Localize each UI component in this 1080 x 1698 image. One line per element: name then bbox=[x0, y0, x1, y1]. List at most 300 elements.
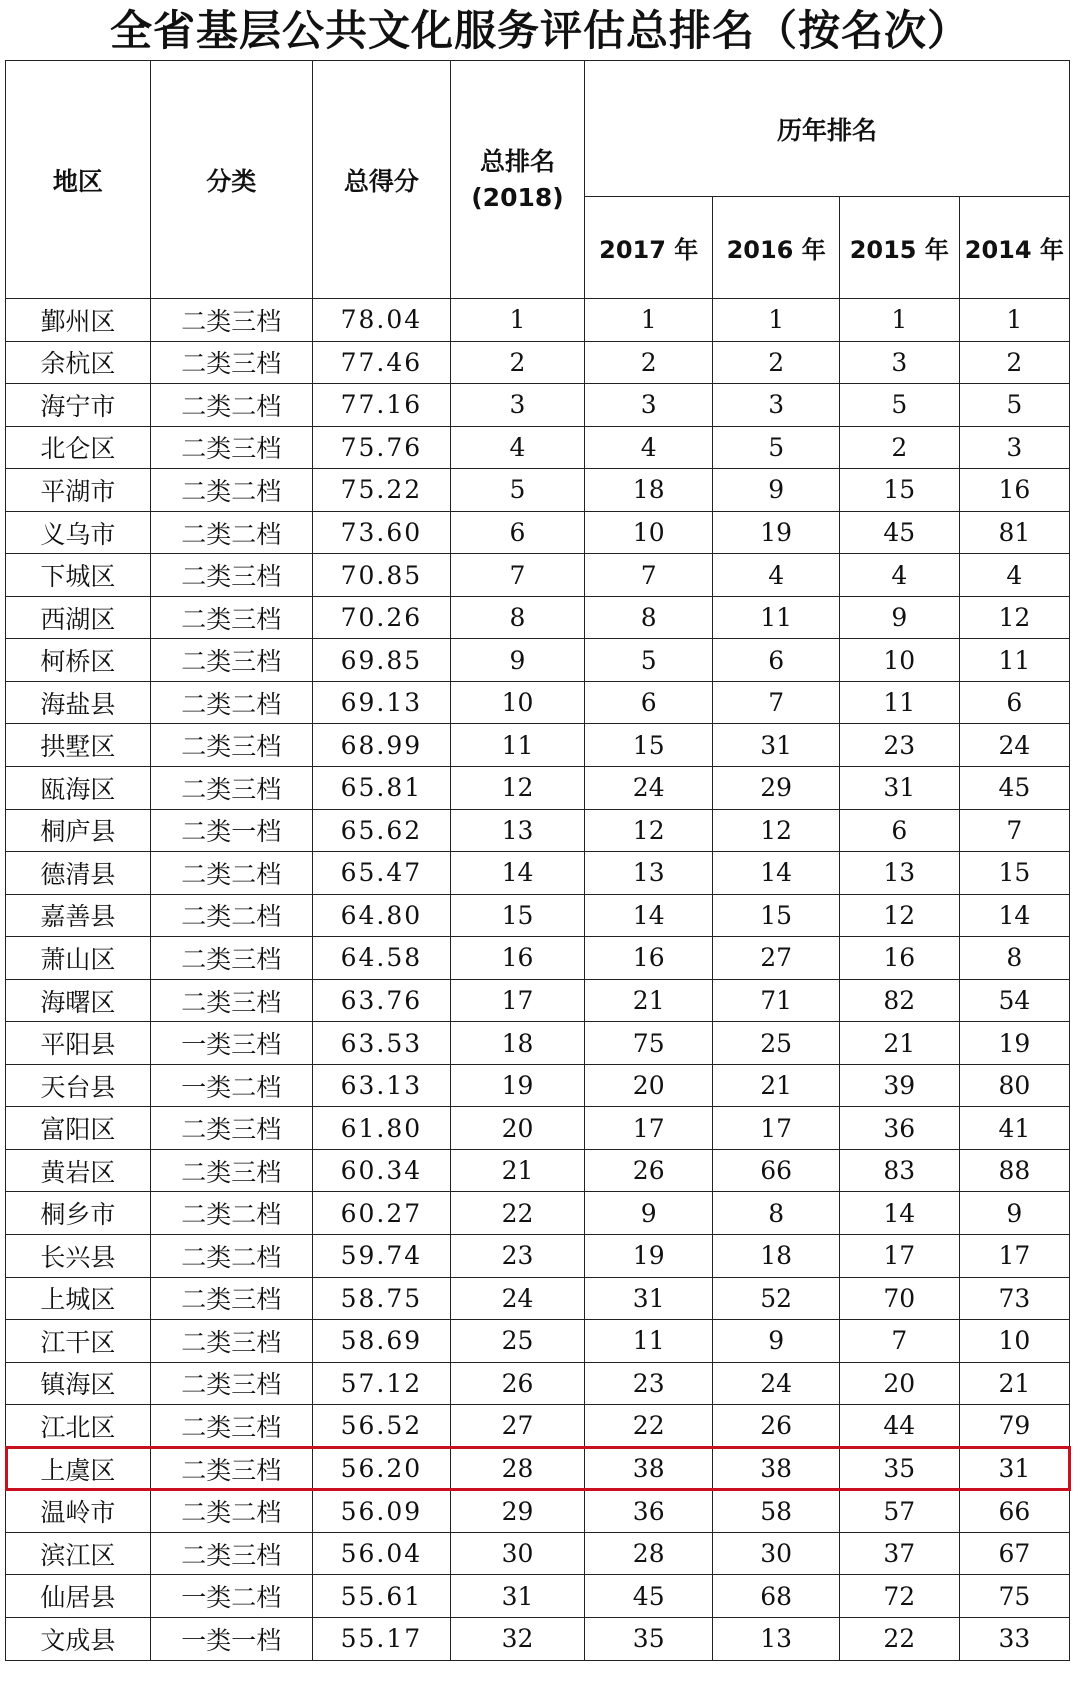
category-cell: 二类三档 bbox=[150, 1107, 312, 1150]
rank-2016-cell: 9 bbox=[713, 469, 839, 512]
rank-2015-cell: 3 bbox=[839, 341, 959, 384]
score-cell: 61.80 bbox=[312, 1107, 450, 1150]
header-year-2017: 2017 年 bbox=[584, 197, 713, 299]
region-cell: 瓯海区 bbox=[6, 767, 151, 810]
region-cell: 下城区 bbox=[6, 554, 151, 597]
score-cell: 56.52 bbox=[312, 1405, 450, 1448]
rank-2014-cell: 12 bbox=[959, 596, 1069, 639]
score-cell: 56.04 bbox=[312, 1532, 450, 1575]
rank-2016-cell: 14 bbox=[713, 852, 839, 895]
rank-cell: 23 bbox=[451, 1235, 585, 1278]
rank-2014-cell: 6 bbox=[959, 681, 1069, 724]
table-row bbox=[6, 1107, 1070, 1150]
category-cell: 二类三档 bbox=[150, 1320, 312, 1363]
page-title: 全省基层公共文化服务评估总排名（按名次） bbox=[109, 6, 970, 55]
table-row bbox=[6, 426, 1070, 469]
category-cell: 一类一档 bbox=[150, 1617, 312, 1660]
region-cell: 桐乡市 bbox=[6, 1192, 151, 1235]
category-cell: 二类三档 bbox=[150, 1405, 312, 1448]
category-cell: 二类二档 bbox=[150, 1192, 312, 1235]
rank-2015-cell: 5 bbox=[839, 384, 959, 427]
score-cell: 63.13 bbox=[312, 1064, 450, 1107]
category-cell: 二类二档 bbox=[150, 852, 312, 895]
rank-2014-cell: 14 bbox=[959, 894, 1069, 937]
category-cell: 二类三档 bbox=[150, 767, 312, 810]
table-row bbox=[6, 1192, 1070, 1235]
rank-2016-cell: 4 bbox=[713, 554, 839, 597]
rank-2014-cell: 45 bbox=[959, 767, 1069, 810]
table-row bbox=[6, 979, 1070, 1022]
table-row bbox=[6, 1405, 1070, 1448]
score-cell: 69.85 bbox=[312, 639, 450, 682]
rank-cell: 21 bbox=[451, 1149, 585, 1192]
category-cell: 二类三档 bbox=[150, 596, 312, 639]
rank-2015-cell: 45 bbox=[839, 511, 959, 554]
rank-2014-cell: 66 bbox=[959, 1490, 1069, 1533]
region-cell: 嘉善县 bbox=[6, 894, 151, 937]
score-cell: 56.09 bbox=[312, 1490, 450, 1533]
score-cell: 63.76 bbox=[312, 979, 450, 1022]
score-cell: 55.17 bbox=[312, 1617, 450, 1660]
category-cell: 二类三档 bbox=[150, 979, 312, 1022]
rank-2015-cell: 7 bbox=[839, 1320, 959, 1363]
category-cell: 二类三档 bbox=[150, 1277, 312, 1320]
rank-2017-cell: 26 bbox=[584, 1149, 713, 1192]
rank-cell: 1 bbox=[451, 299, 585, 342]
rank-cell: 4 bbox=[451, 426, 585, 469]
rank-2017-cell: 45 bbox=[584, 1575, 713, 1618]
rank-cell: 22 bbox=[451, 1192, 585, 1235]
rank-2017-cell: 7 bbox=[584, 554, 713, 597]
category-cell: 二类三档 bbox=[150, 937, 312, 980]
rank-2016-cell: 68 bbox=[713, 1575, 839, 1618]
rank-2016-cell: 58 bbox=[713, 1490, 839, 1533]
score-cell: 60.27 bbox=[312, 1192, 450, 1235]
region-cell: 上虞区 bbox=[6, 1447, 151, 1490]
rank-2014-cell: 16 bbox=[959, 469, 1069, 512]
region-cell: 海宁市 bbox=[6, 384, 151, 427]
rank-2015-cell: 36 bbox=[839, 1107, 959, 1150]
table-row bbox=[6, 639, 1070, 682]
region-cell: 黄岩区 bbox=[6, 1149, 151, 1192]
score-cell: 63.53 bbox=[312, 1022, 450, 1065]
region-cell: 文成县 bbox=[6, 1617, 151, 1660]
score-cell: 60.34 bbox=[312, 1149, 450, 1192]
header-year-2015: 2015 年 bbox=[839, 197, 959, 299]
rank-2016-cell: 71 bbox=[713, 979, 839, 1022]
rank-2016-cell: 7 bbox=[713, 681, 839, 724]
region-cell: 平阳县 bbox=[6, 1022, 151, 1065]
score-cell: 77.46 bbox=[312, 341, 450, 384]
rank-2017-cell: 4 bbox=[584, 426, 713, 469]
rank-cell: 7 bbox=[451, 554, 585, 597]
rank-2017-cell: 13 bbox=[584, 852, 713, 895]
region-cell: 海盐县 bbox=[6, 681, 151, 724]
table-row bbox=[6, 1490, 1070, 1533]
category-cell: 二类二档 bbox=[150, 511, 312, 554]
rank-2016-cell: 31 bbox=[713, 724, 839, 767]
rank-2016-cell: 3 bbox=[713, 384, 839, 427]
rank-2016-cell: 8 bbox=[713, 1192, 839, 1235]
rank-2016-cell: 18 bbox=[713, 1235, 839, 1278]
rank-2016-cell: 27 bbox=[713, 937, 839, 980]
header-year-2016: 2016 年 bbox=[713, 197, 839, 299]
rank-cell: 17 bbox=[451, 979, 585, 1022]
rank-2016-cell: 5 bbox=[713, 426, 839, 469]
rank-2016-cell: 11 bbox=[713, 596, 839, 639]
header-rank-2018: 总排名 (2018) bbox=[451, 61, 585, 299]
table-row bbox=[6, 681, 1070, 724]
rank-cell: 14 bbox=[451, 852, 585, 895]
score-cell: 58.69 bbox=[312, 1320, 450, 1363]
rank-2016-cell: 38 bbox=[713, 1447, 839, 1490]
score-cell: 65.47 bbox=[312, 852, 450, 895]
table-row bbox=[6, 384, 1070, 427]
rank-2017-cell: 12 bbox=[584, 809, 713, 852]
rank-2017-cell: 38 bbox=[584, 1447, 713, 1490]
rank-2014-cell: 41 bbox=[959, 1107, 1069, 1150]
category-cell: 一类三档 bbox=[150, 1022, 312, 1065]
rank-2016-cell: 26 bbox=[713, 1405, 839, 1448]
rank-2015-cell: 31 bbox=[839, 767, 959, 810]
rank-cell: 13 bbox=[451, 809, 585, 852]
rank-2014-cell: 2 bbox=[959, 341, 1069, 384]
region-cell: 仙居县 bbox=[6, 1575, 151, 1618]
category-cell: 二类三档 bbox=[150, 1149, 312, 1192]
rank-cell: 20 bbox=[451, 1107, 585, 1150]
rank-2015-cell: 39 bbox=[839, 1064, 959, 1107]
score-cell: 75.76 bbox=[312, 426, 450, 469]
category-cell: 二类三档 bbox=[150, 341, 312, 384]
rank-2014-cell: 67 bbox=[959, 1532, 1069, 1575]
category-cell: 二类三档 bbox=[150, 1447, 312, 1490]
rank-2017-cell: 36 bbox=[584, 1490, 713, 1533]
rank-2016-cell: 21 bbox=[713, 1064, 839, 1107]
header-year-2014: 2014 年 bbox=[959, 197, 1069, 299]
region-cell: 滨江区 bbox=[6, 1532, 151, 1575]
rank-2015-cell: 21 bbox=[839, 1022, 959, 1065]
category-cell: 二类二档 bbox=[150, 681, 312, 724]
rank-cell: 8 bbox=[451, 596, 585, 639]
score-cell: 58.75 bbox=[312, 1277, 450, 1320]
rank-2015-cell: 20 bbox=[839, 1362, 959, 1405]
region-cell: 北仑区 bbox=[6, 426, 151, 469]
table-row bbox=[6, 767, 1070, 810]
table-row bbox=[6, 596, 1070, 639]
table-row bbox=[6, 469, 1070, 512]
rank-2016-cell: 66 bbox=[713, 1149, 839, 1192]
region-cell: 拱墅区 bbox=[6, 724, 151, 767]
rank-2016-cell: 6 bbox=[713, 639, 839, 682]
rank-2015-cell: 1 bbox=[839, 299, 959, 342]
rank-cell: 6 bbox=[451, 511, 585, 554]
header-region: 地区 bbox=[6, 61, 151, 299]
score-cell: 77.16 bbox=[312, 384, 450, 427]
region-cell: 天台县 bbox=[6, 1064, 151, 1107]
table-row bbox=[6, 299, 1070, 342]
rank-2017-cell: 3 bbox=[584, 384, 713, 427]
region-cell: 柯桥区 bbox=[6, 639, 151, 682]
score-cell: 68.99 bbox=[312, 724, 450, 767]
score-cell: 64.80 bbox=[312, 894, 450, 937]
region-cell: 西湖区 bbox=[6, 596, 151, 639]
rank-2017-cell: 1 bbox=[584, 299, 713, 342]
rank-cell: 18 bbox=[451, 1022, 585, 1065]
rank-2017-cell: 20 bbox=[584, 1064, 713, 1107]
score-cell: 78.04 bbox=[312, 299, 450, 342]
rank-2015-cell: 44 bbox=[839, 1405, 959, 1448]
category-cell: 二类三档 bbox=[150, 639, 312, 682]
region-cell: 上城区 bbox=[6, 1277, 151, 1320]
rank-2016-cell: 13 bbox=[713, 1617, 839, 1660]
region-cell: 富阳区 bbox=[6, 1107, 151, 1150]
rank-2014-cell: 9 bbox=[959, 1192, 1069, 1235]
rank-cell: 28 bbox=[451, 1447, 585, 1490]
table-row bbox=[6, 1617, 1070, 1660]
rank-2014-cell: 31 bbox=[959, 1447, 1069, 1490]
rank-2014-cell: 33 bbox=[959, 1617, 1069, 1660]
rank-2014-cell: 15 bbox=[959, 852, 1069, 895]
rank-2015-cell: 11 bbox=[839, 681, 959, 724]
header-score: 总得分 bbox=[312, 61, 450, 299]
score-cell: 65.81 bbox=[312, 767, 450, 810]
rank-2015-cell: 2 bbox=[839, 426, 959, 469]
category-cell: 二类二档 bbox=[150, 1235, 312, 1278]
score-cell: 65.62 bbox=[312, 809, 450, 852]
rank-2014-cell: 8 bbox=[959, 937, 1069, 980]
rank-cell: 25 bbox=[451, 1320, 585, 1363]
rank-2014-cell: 54 bbox=[959, 979, 1069, 1022]
region-cell: 温岭市 bbox=[6, 1490, 151, 1533]
rank-2014-cell: 75 bbox=[959, 1575, 1069, 1618]
rank-2016-cell: 29 bbox=[713, 767, 839, 810]
rank-2014-cell: 1 bbox=[959, 299, 1069, 342]
table-row bbox=[6, 809, 1070, 852]
table-row bbox=[6, 724, 1070, 767]
rank-2015-cell: 22 bbox=[839, 1617, 959, 1660]
rank-2015-cell: 37 bbox=[839, 1532, 959, 1575]
score-cell: 70.85 bbox=[312, 554, 450, 597]
rank-2015-cell: 12 bbox=[839, 894, 959, 937]
rank-cell: 10 bbox=[451, 681, 585, 724]
score-cell: 55.61 bbox=[312, 1575, 450, 1618]
rank-cell: 12 bbox=[451, 767, 585, 810]
rank-2016-cell: 25 bbox=[713, 1022, 839, 1065]
category-cell: 二类三档 bbox=[150, 299, 312, 342]
rank-2014-cell: 24 bbox=[959, 724, 1069, 767]
rank-2014-cell: 4 bbox=[959, 554, 1069, 597]
rank-2016-cell: 52 bbox=[713, 1277, 839, 1320]
region-cell: 萧山区 bbox=[6, 937, 151, 980]
rank-2016-cell: 17 bbox=[713, 1107, 839, 1150]
table-body bbox=[6, 299, 1070, 1661]
rank-2017-cell: 15 bbox=[584, 724, 713, 767]
table-row bbox=[6, 1447, 1070, 1490]
rank-2017-cell: 5 bbox=[584, 639, 713, 682]
rank-2017-cell: 16 bbox=[584, 937, 713, 980]
rank-2016-cell: 9 bbox=[713, 1320, 839, 1363]
region-cell: 江干区 bbox=[6, 1320, 151, 1363]
rank-2015-cell: 4 bbox=[839, 554, 959, 597]
rank-cell: 15 bbox=[451, 894, 585, 937]
ranking-table bbox=[5, 60, 1070, 1661]
rank-2017-cell: 28 bbox=[584, 1532, 713, 1575]
table-row bbox=[6, 1575, 1070, 1618]
rank-2016-cell: 1 bbox=[713, 299, 839, 342]
rank-cell: 5 bbox=[451, 469, 585, 512]
rank-2015-cell: 9 bbox=[839, 596, 959, 639]
category-cell: 一类二档 bbox=[150, 1064, 312, 1107]
region-cell: 海曙区 bbox=[6, 979, 151, 1022]
rank-cell: 3 bbox=[451, 384, 585, 427]
rank-2015-cell: 57 bbox=[839, 1490, 959, 1533]
rank-2014-cell: 11 bbox=[959, 639, 1069, 682]
region-cell: 义乌市 bbox=[6, 511, 151, 554]
score-cell: 69.13 bbox=[312, 681, 450, 724]
table-row bbox=[6, 1532, 1070, 1575]
rank-cell: 19 bbox=[451, 1064, 585, 1107]
rank-2017-cell: 18 bbox=[584, 469, 713, 512]
rank-cell: 31 bbox=[451, 1575, 585, 1618]
score-cell: 57.12 bbox=[312, 1362, 450, 1405]
rank-2015-cell: 16 bbox=[839, 937, 959, 980]
rank-2016-cell: 30 bbox=[713, 1532, 839, 1575]
rank-cell: 2 bbox=[451, 341, 585, 384]
rank-2016-cell: 24 bbox=[713, 1362, 839, 1405]
rank-2017-cell: 22 bbox=[584, 1405, 713, 1448]
rank-2017-cell: 19 bbox=[584, 1235, 713, 1278]
rank-2015-cell: 23 bbox=[839, 724, 959, 767]
rank-2015-cell: 6 bbox=[839, 809, 959, 852]
rank-2017-cell: 31 bbox=[584, 1277, 713, 1320]
rank-2015-cell: 83 bbox=[839, 1149, 959, 1192]
table-row bbox=[6, 511, 1070, 554]
rank-2014-cell: 80 bbox=[959, 1064, 1069, 1107]
rank-cell: 24 bbox=[451, 1277, 585, 1320]
rank-cell: 29 bbox=[451, 1490, 585, 1533]
rank-2014-cell: 81 bbox=[959, 511, 1069, 554]
category-cell: 一类二档 bbox=[150, 1575, 312, 1618]
rank-2015-cell: 14 bbox=[839, 1192, 959, 1235]
rank-2016-cell: 19 bbox=[713, 511, 839, 554]
score-cell: 70.26 bbox=[312, 596, 450, 639]
table-row bbox=[6, 1277, 1070, 1320]
category-cell: 二类二档 bbox=[150, 384, 312, 427]
rank-cell: 11 bbox=[451, 724, 585, 767]
rank-2017-cell: 21 bbox=[584, 979, 713, 1022]
rank-2015-cell: 13 bbox=[839, 852, 959, 895]
header-category: 分类 bbox=[150, 61, 312, 299]
rank-2015-cell: 17 bbox=[839, 1235, 959, 1278]
category-cell: 二类三档 bbox=[150, 1532, 312, 1575]
rank-2017-cell: 2 bbox=[584, 341, 713, 384]
rank-2017-cell: 24 bbox=[584, 767, 713, 810]
rank-2017-cell: 9 bbox=[584, 1192, 713, 1235]
region-cell: 德清县 bbox=[6, 852, 151, 895]
rank-2014-cell: 19 bbox=[959, 1022, 1069, 1065]
table-row bbox=[6, 1320, 1070, 1363]
table-row bbox=[6, 1362, 1070, 1405]
table-row bbox=[6, 894, 1070, 937]
rank-2017-cell: 75 bbox=[584, 1022, 713, 1065]
region-cell: 平湖市 bbox=[6, 469, 151, 512]
category-cell: 二类三档 bbox=[150, 554, 312, 597]
region-cell: 镇海区 bbox=[6, 1362, 151, 1405]
rank-2016-cell: 12 bbox=[713, 809, 839, 852]
rank-2017-cell: 10 bbox=[584, 511, 713, 554]
table-row bbox=[6, 852, 1070, 895]
rank-2014-cell: 79 bbox=[959, 1405, 1069, 1448]
score-cell: 73.60 bbox=[312, 511, 450, 554]
rank-2017-cell: 11 bbox=[584, 1320, 713, 1363]
score-cell: 56.20 bbox=[312, 1447, 450, 1490]
category-cell: 二类三档 bbox=[150, 1362, 312, 1405]
category-cell: 二类二档 bbox=[150, 469, 312, 512]
table-row bbox=[6, 1235, 1070, 1278]
rank-2017-cell: 14 bbox=[584, 894, 713, 937]
rank-2014-cell: 17 bbox=[959, 1235, 1069, 1278]
rank-2015-cell: 72 bbox=[839, 1575, 959, 1618]
rank-2017-cell: 6 bbox=[584, 681, 713, 724]
rank-2016-cell: 2 bbox=[713, 341, 839, 384]
rank-2014-cell: 10 bbox=[959, 1320, 1069, 1363]
table-row bbox=[6, 554, 1070, 597]
table-row bbox=[6, 1022, 1070, 1065]
score-cell: 75.22 bbox=[312, 469, 450, 512]
category-cell: 二类三档 bbox=[150, 426, 312, 469]
region-cell: 桐庐县 bbox=[6, 809, 151, 852]
category-cell: 二类二档 bbox=[150, 1490, 312, 1533]
header-history: 历年排名 bbox=[584, 61, 1069, 197]
region-cell: 余杭区 bbox=[6, 341, 151, 384]
rank-2014-cell: 5 bbox=[959, 384, 1069, 427]
rank-2017-cell: 8 bbox=[584, 596, 713, 639]
category-cell: 二类二档 bbox=[150, 894, 312, 937]
rank-2014-cell: 3 bbox=[959, 426, 1069, 469]
category-cell: 二类一档 bbox=[150, 809, 312, 852]
region-cell: 鄞州区 bbox=[6, 299, 151, 342]
table-row bbox=[6, 937, 1070, 980]
rank-2015-cell: 10 bbox=[839, 639, 959, 682]
rank-2015-cell: 82 bbox=[839, 979, 959, 1022]
rank-2014-cell: 21 bbox=[959, 1362, 1069, 1405]
rank-2017-cell: 17 bbox=[584, 1107, 713, 1150]
rank-cell: 9 bbox=[451, 639, 585, 682]
rank-cell: 30 bbox=[451, 1532, 585, 1575]
rank-2016-cell: 15 bbox=[713, 894, 839, 937]
score-cell: 64.58 bbox=[312, 937, 450, 980]
score-cell: 59.74 bbox=[312, 1235, 450, 1278]
table-row bbox=[6, 1064, 1070, 1107]
rank-cell: 26 bbox=[451, 1362, 585, 1405]
region-cell: 江北区 bbox=[6, 1405, 151, 1448]
rank-2015-cell: 35 bbox=[839, 1447, 959, 1490]
rank-cell: 16 bbox=[451, 937, 585, 980]
rank-2015-cell: 70 bbox=[839, 1277, 959, 1320]
rank-2017-cell: 35 bbox=[584, 1617, 713, 1660]
rank-cell: 27 bbox=[451, 1405, 585, 1448]
rank-2017-cell: 23 bbox=[584, 1362, 713, 1405]
category-cell: 二类三档 bbox=[150, 724, 312, 767]
table-row bbox=[6, 341, 1070, 384]
table-row bbox=[6, 1149, 1070, 1192]
rank-2014-cell: 7 bbox=[959, 809, 1069, 852]
rank-2014-cell: 73 bbox=[959, 1277, 1069, 1320]
rank-2014-cell: 88 bbox=[959, 1149, 1069, 1192]
region-cell: 长兴县 bbox=[6, 1235, 151, 1278]
rank-2015-cell: 15 bbox=[839, 469, 959, 512]
rank-cell: 32 bbox=[451, 1617, 585, 1660]
